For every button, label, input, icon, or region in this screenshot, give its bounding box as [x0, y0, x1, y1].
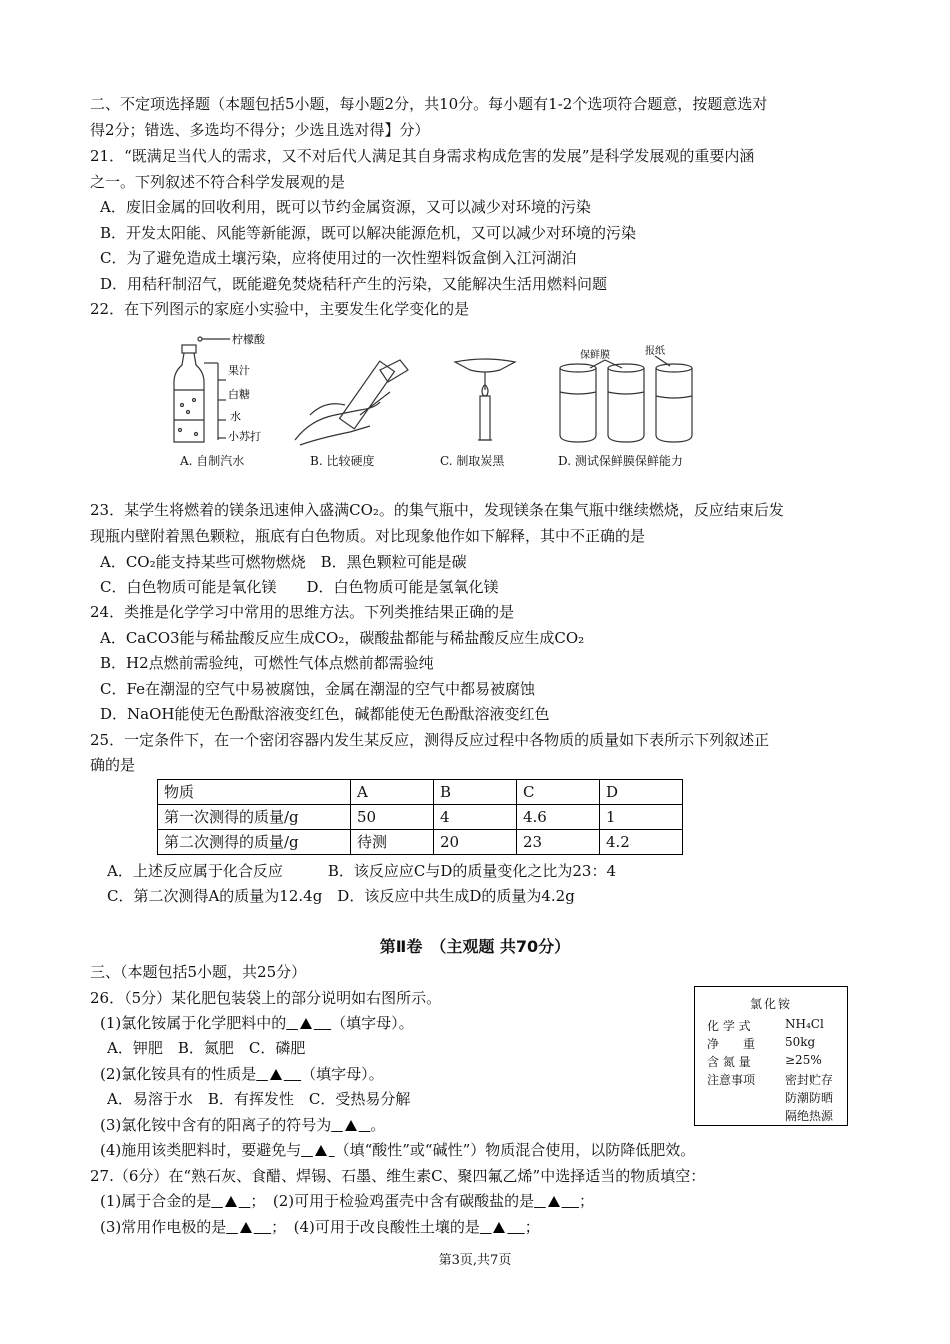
table-cell: 20 — [434, 830, 517, 855]
fertilizer-label-title: 氯化铵 — [749, 997, 792, 1011]
q26-sub4 — [100, 1138, 695, 1162]
answer-blank[interactable] — [226, 1218, 271, 1236]
q24-option-a: A．CaCO3能与稀盐酸反应生成CO₂，碳酸盐都能与稀盐酸反应生成CO₂ — [100, 629, 585, 647]
label-juice: 果汁 — [228, 364, 250, 377]
q25-mass-table — [157, 779, 683, 855]
fertilizer-label — [694, 986, 848, 1126]
cling-film-test-drawing — [560, 356, 692, 442]
q27-sub3-text: (3)常用作电极的是 — [100, 1218, 227, 1236]
q26-sub4-text: (4)施用该类肥料时，要避免与 — [100, 1141, 302, 1159]
table-cell: B — [434, 780, 517, 805]
table-cell: 4 — [434, 805, 517, 830]
answer-blank[interactable] — [211, 1192, 250, 1210]
q27-sub4-text: ； (4)可用于改良酸性土壤的是 — [271, 1218, 480, 1236]
q27-sub2-text: ； (2)可用于检验鸡蛋壳中含有碳酸盐的是 — [250, 1192, 535, 1210]
q23-stem-2: 现瓶内壁附着黑色颗粒，瓶底有白色物质。对比现象他作如下解释，其中不正确的是 — [90, 527, 646, 545]
q26-sub3-suffix: 。 — [370, 1116, 386, 1134]
triangle-icon — [345, 1120, 357, 1131]
triangle-icon — [493, 1222, 505, 1233]
table-cell: C — [517, 780, 600, 805]
q21-option-d: D．用秸秆制沼气，既能避免焚烧秸秆产生的污染，又能解决生活用燃料问题 — [100, 275, 608, 293]
label-key: 净 重 — [707, 1037, 756, 1051]
q27-sub3 — [100, 1215, 540, 1239]
q25-stem-1: 25．一定条件下，在一个密闭容器内发生某反应，测得反应过程中各物质的质量如下表所示下列叙述正 — [90, 731, 770, 749]
answer-blank[interactable] — [480, 1218, 525, 1236]
q26-sub1-options: A．钾肥 B．氮肥 C．磷肥 — [107, 1039, 306, 1057]
label-key: 化 学 式 — [707, 1019, 751, 1033]
label-value: 防潮防晒 — [785, 1091, 834, 1105]
q24-stem: 24．类推是化学学习中常用的思维方法。下列类推结果正确的是 — [90, 603, 515, 621]
label-value: NH₄Cl — [785, 1017, 824, 1031]
table-cell: 23 — [517, 830, 600, 855]
table-cell: 物质 — [158, 780, 351, 805]
table-cell: 4.2 — [600, 830, 683, 855]
label-soda: 小苏打 — [228, 430, 261, 443]
answer-blank[interactable] — [286, 1014, 331, 1032]
q25-stem-2: 确的是 — [90, 756, 136, 774]
part2-header-line2: 得2分；错选、多选均不得分；少选且选对得】分） — [90, 121, 430, 139]
triangle-icon — [240, 1222, 252, 1233]
label-key: 含 氮 量 — [707, 1055, 751, 1069]
label-paper: 报纸 — [645, 346, 665, 357]
table-cell: 第一次测得的质量/g — [158, 805, 351, 830]
q27-sub1 — [100, 1189, 594, 1213]
triangle-icon — [548, 1196, 560, 1207]
triangle-icon — [225, 1196, 237, 1207]
label-sugar: 白糖 — [228, 388, 250, 401]
q27-stem: 27.（6分）在“熟石灰、食醋、焊锡、石墨、维生素C、聚四氟乙烯”中选择适当的物质填空： — [90, 1167, 706, 1185]
caption-d: D. 测试保鲜膜保鲜能力 — [558, 454, 683, 468]
q26-stem: 26．（5分）某化肥包装袋上的部分说明如右图所示。 — [90, 989, 442, 1007]
table-cell: 1 — [600, 805, 683, 830]
q26-sub1 — [100, 1011, 414, 1035]
q26-sub2 — [100, 1062, 384, 1086]
q21-option-a: A．废旧金属的回收利用，既可以节约金属资源，又可以减少对环境的污染 — [100, 198, 591, 216]
caption-c: C. 制取炭黑 — [440, 454, 505, 468]
q27-sub1-text: (1)属于合金的是 — [100, 1192, 212, 1210]
q23-stem-1: 23．某学生将燃着的镁条迅速伸入盛满CO₂。的集气瓶中，发现镁条在集气瓶中继续燃烧，反应结束后发 — [90, 501, 784, 519]
q21-option-b: B．开发太阳能、风能等新能源，既可以解决能源危机，又可以减少对环境的污染 — [100, 224, 637, 242]
q23-options-cd: C．白色物质可能是氧化镁 D．白色物质可能是氢氧化镁 — [100, 578, 499, 596]
label-value: ≥25% — [785, 1053, 822, 1067]
table-cell: 待测 — [351, 830, 434, 855]
q22-figure — [160, 330, 740, 480]
table-cell: 第二次测得的质量/g — [158, 830, 351, 855]
label-water: 水 — [230, 410, 241, 423]
q21-stem-2: 之一。下列叙述不符合科学发展观的是 — [90, 173, 346, 191]
q26-sub1-suffix: （填字母）。 — [331, 1014, 414, 1032]
label-value: 隔绝热源 — [785, 1109, 834, 1123]
hardness-test-drawing — [295, 360, 408, 445]
q24-option-c: C．Fe在潮湿的空气中易被腐蚀，金属在潮湿的空气中都易被腐蚀 — [100, 680, 535, 698]
table-cell: A — [351, 780, 434, 805]
section-2-title: 第Ⅱ卷 （主观题 共70分） — [379, 937, 571, 956]
triangle-icon — [315, 1145, 327, 1156]
caption-b: B. 比较硬度 — [310, 454, 375, 468]
answer-blank[interactable] — [256, 1065, 301, 1083]
table-row — [158, 780, 683, 805]
part2-header-line1: 二、不定项选择题（本题包括5小题，每小题2分，共10分。每小题有1-2个选项符合题意，按题意选对 — [90, 95, 768, 113]
q26-sub3 — [100, 1113, 385, 1137]
answer-blank[interactable] — [301, 1141, 334, 1159]
q27-sub4-suffix: ； — [524, 1218, 540, 1236]
triangle-icon — [300, 1018, 312, 1029]
table-cell: D — [600, 780, 683, 805]
table-row — [158, 805, 683, 830]
q23-options-ab: A．CO₂能支持某些可燃物燃烧 B．黑色颗粒可能是碳 — [100, 553, 467, 571]
answer-blank[interactable] — [534, 1192, 579, 1210]
q21-stem-1: 21．“既满足当代人的需求，又不对后代人满足其自身需求构成危害的发展”是科学发展观的重要内涵 — [90, 147, 755, 165]
q26-sub4-suffix: （填“酸性”或“碱性”）物质混合使用，以防降低肥效。 — [334, 1141, 696, 1159]
label-value: 50kg — [785, 1035, 816, 1049]
triangle-icon — [270, 1069, 282, 1080]
q27-sub2-suffix: ； — [578, 1192, 594, 1210]
answer-blank[interactable] — [331, 1116, 370, 1134]
q26-sub2-text: (2)氯化铵具有的性质是 — [100, 1065, 257, 1083]
q25-options-ab: A．上述反应属于化合反应 B．该反应应C与D的质量变化之比为23：4 — [107, 862, 616, 880]
label-film: 保鲜膜 — [580, 350, 610, 361]
q26-sub3-text: (3)氯化铵中含有的阳离子的符号为 — [100, 1116, 332, 1134]
q24-option-d: D．NaOH能使无色酚酞溶液变红色，碱都能使无色酚酞溶液变红色 — [100, 705, 550, 723]
q26-sub2-options: A．易溶于水 B．有挥发性 C．受热易分解 — [107, 1090, 411, 1108]
q26-sub1-text: (1)氯化铵属于化学肥料中的 — [100, 1014, 287, 1032]
q26-sub2-suffix: （填字母）。 — [301, 1065, 384, 1083]
label-citric: 柠檬酸 — [232, 333, 265, 346]
q24-option-b: B．H2点燃前需验纯，可燃性气体点燃前都需验纯 — [100, 654, 434, 672]
q22-stem: 22．在下列图示的家庭小实验中，主要发生化学变化的是 — [90, 300, 470, 318]
page-footer: 第3页,共7页 — [438, 1253, 512, 1268]
q21-option-c: C．为了避免造成土壤污染，应将使用过的一次性塑料饭盒倒入江河湖泊 — [100, 249, 577, 267]
label-key: 注意事项 — [707, 1073, 756, 1087]
caption-a: A. 自制汽水 — [180, 454, 245, 468]
part3-header: 三、（本题包括5小题，共25分） — [90, 963, 307, 981]
label-value: 密封贮存 — [785, 1073, 834, 1087]
table-row — [158, 830, 683, 855]
table-cell: 50 — [351, 805, 434, 830]
soda-bottle-drawing — [174, 337, 230, 442]
carbon-black-drawing — [455, 359, 515, 440]
q25-options-cd: C．第二次测得A的质量为12.4g D．该反应中共生成D的质量为4.2g — [107, 887, 575, 905]
table-cell: 4.6 — [517, 805, 600, 830]
